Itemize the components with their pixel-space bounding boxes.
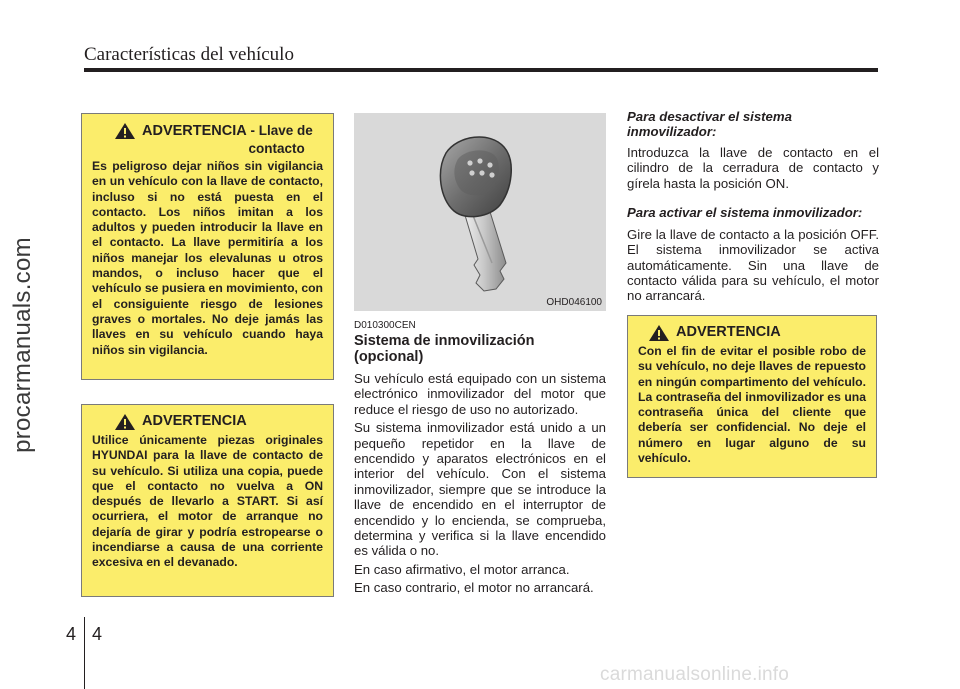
warning-triangle-icon [648, 324, 670, 342]
warning-title: ADVERTENCIA [142, 413, 247, 429]
paragraph: En caso afirmativo, el motor arranca. [354, 561, 570, 577]
warning-box-code [627, 315, 877, 478]
warning-subtitle-line2: contacto [248, 141, 305, 156]
warning-box-keys [81, 113, 334, 380]
section-title: Sistema de inmovilización (opcional) [354, 333, 535, 365]
warning-body: Es peligroso dejar niños sin vigilancia en un vehículo con la llave de contacto, incluso si no está puesta en el contacto. Los niños imitan a los adultos y pueden introducir la llave en el contacto. La llave permitiría a los niños manejar los elevalunas u otros mandos, o incluso hacer que el vehículo se pusiera en movimiento, con el consiguiente riesgo de lesiones graves o mortales. No deje jamás las llaves en su vehículo cuando haya niños sin vigilancia. [92, 159, 323, 357]
warning-body: Utilice únicamente piezas originales HYUNDAI para la llave de contacto de su vehículo. Si utiliza una copia, puede que el contacto no vuelva a ON después de llevarlo a START. Si así ocurriera, el motor de arranque no dejaría de girar y podría estropearse o incendiarse a causa de una corriente excesiva en el devanado. [92, 433, 323, 570]
immobilizer-instructions [627, 110, 879, 307]
paragraph: Su sistema inmovilizador está unido a un pequeño repetidor en la llave de encendido y aparatos electrónicos en el interior del vehículo. Con el sistema inmovilizador, siempre que se introduce la llave de encendido en el interruptor de encendido y lo encienda, se comprueba, determina y verifica si la llave encendido es válida o no. [354, 420, 606, 559]
page-number-page: 4 [92, 624, 103, 644]
section-code: D010300CEN [354, 320, 416, 331]
bottom-watermark: carmanualsonline.info [600, 664, 790, 685]
side-watermark [3, 0, 43, 689]
section-body [354, 371, 606, 599]
deactivate-heading: Para desactivar el sistema inmovilizador: [627, 109, 792, 139]
paragraph: Su vehículo está equipado con un sistema electrónico inmovilizador del motor que reduce el riesgo de uso no autorizado. [354, 371, 606, 417]
warning-header [92, 122, 323, 157]
page-number-chapter: 4 [66, 624, 77, 644]
image-code: OHD046100 [546, 297, 602, 308]
warning-body: Con el fin de evitar el posible robo de su vehículo, no deje llaves de repuesto en ningún compartimento del vehículo. La contraseña del inmovilizador es una contraseña única del cliente que debería ser confidencial. No deje el número en lugar alguno de su vehículo. [638, 344, 866, 466]
warning-subtitle: - Llave de [246, 123, 313, 138]
activate-heading: Para activar el sistema inmovilizador: [627, 205, 863, 221]
header-rule [84, 68, 878, 72]
warning-title: ADVERTENCIA [676, 324, 781, 340]
footer-rule [84, 617, 85, 689]
ignition-key-icon [354, 113, 606, 311]
page-header-title: Características del vehículo [84, 44, 294, 65]
key-photo [354, 113, 606, 311]
warning-triangle-icon [114, 122, 136, 140]
paragraph: En caso contrario, el motor no arrancará. [354, 580, 594, 596]
warning-header [92, 413, 323, 431]
activate-body: Gire la llave de contacto a la posición OFF. El sistema inmovilizador se activa automáticamente. Sin una llave de contacto válida para su vehículo, el motor no arrancará. [627, 226, 879, 304]
warning-title: ADVERTENCIA [142, 123, 247, 139]
deactivate-body: Introduzca la llave de contacto en el cilindro de la cerradura de contacto y gírela hasta la posición ON. [627, 145, 879, 191]
warning-triangle-icon [114, 413, 136, 431]
warning-header [638, 324, 866, 342]
warning-box-parts [81, 404, 334, 597]
warning-title-block [142, 122, 313, 157]
side-watermark-text: procarmanuals.com [9, 236, 37, 453]
